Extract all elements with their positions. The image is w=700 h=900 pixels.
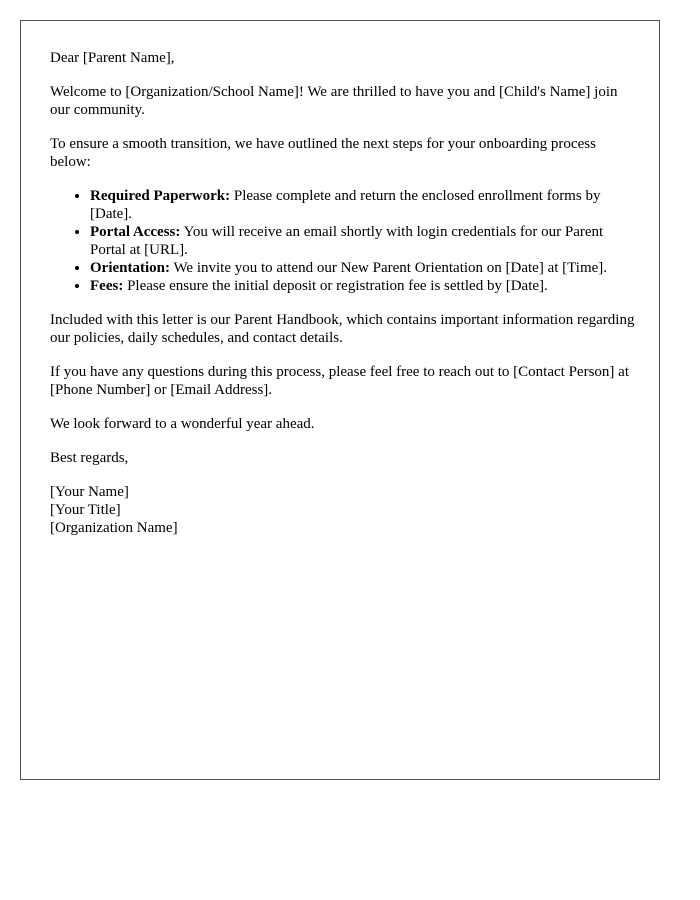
welcome-paragraph: Welcome to [Organization/School Name]! We are thrilled to have you and [Child's Name] join our community.	[50, 84, 618, 118]
list-item-portal-access	[90, 223, 640, 259]
step-text: You will receive an email shortly with login credentials for our Parent Portal at [URL].	[90, 224, 604, 258]
salutation: Dear [Parent Name],	[50, 50, 175, 66]
handbook-paragraph: Included with this letter is our Parent Handbook, which contains important information regarding our policies, daily schedules, and contact details.	[50, 312, 635, 346]
signature-organization: [Organization Name]	[50, 520, 178, 536]
letter-page	[20, 20, 660, 780]
questions-paragraph: If you have any questions during this process, please feel free to reach out to [Contact Person] at [Phone Number] or [Email Address].	[50, 364, 629, 398]
signature-block	[50, 483, 640, 537]
step-text: Please ensure the initial deposit or registration fee is settled by [Date].	[123, 278, 548, 294]
signature-name: [Your Name]	[50, 484, 129, 500]
step-text: We invite you to attend our New Parent Orientation on [Date] at [Time].	[170, 260, 608, 276]
intro-paragraph: To ensure a smooth transition, we have outlined the next steps for your onboarding process below:	[50, 136, 596, 170]
sign-off: Best regards,	[50, 450, 129, 466]
list-item-fees	[90, 277, 640, 295]
list-item-paperwork	[90, 187, 640, 223]
letter-body	[50, 49, 640, 553]
step-label: Fees:	[90, 278, 124, 294]
step-label: Required Paperwork:	[90, 188, 231, 204]
step-label: Portal Access:	[90, 224, 181, 240]
step-label: Orientation:	[90, 260, 170, 276]
list-item-orientation	[90, 259, 640, 277]
closing-line: We look forward to a wonderful year ahead.	[50, 416, 315, 432]
signature-title: [Your Title]	[50, 502, 121, 518]
onboarding-steps-list	[50, 187, 640, 295]
step-text: Please complete and return the enclosed enrollment forms by [Date].	[90, 188, 601, 222]
